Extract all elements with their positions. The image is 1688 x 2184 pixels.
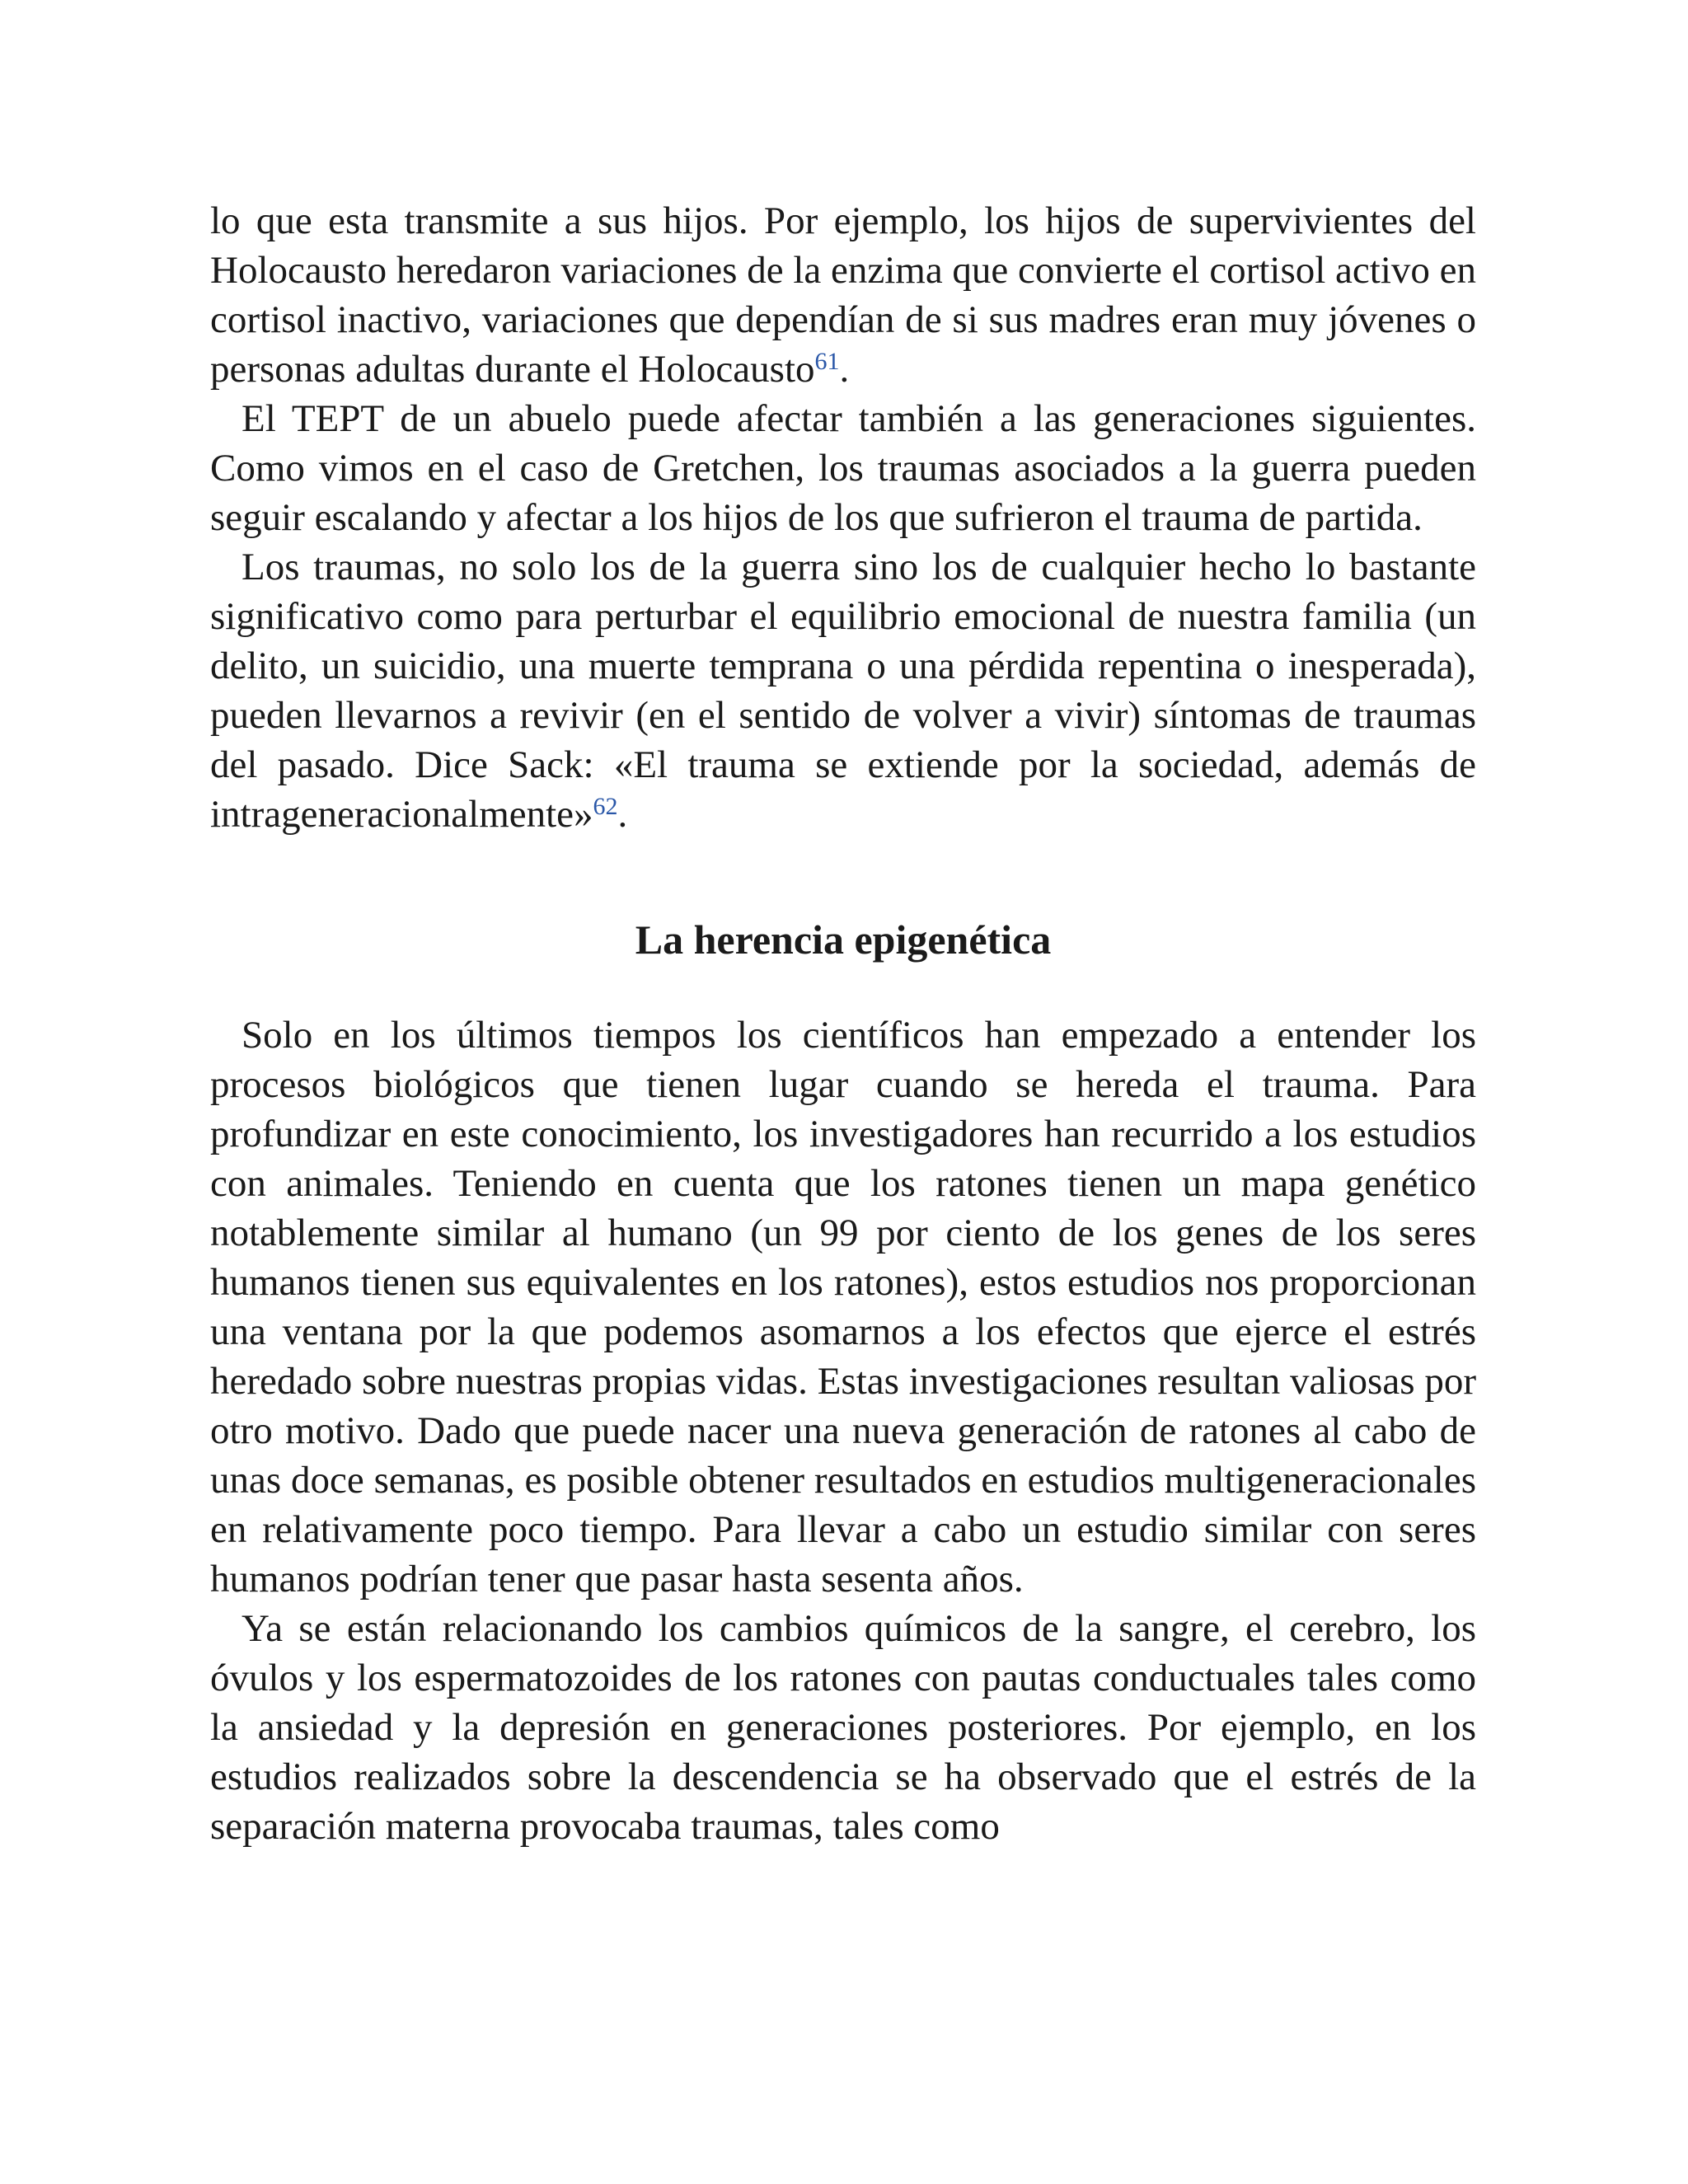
paragraph-text: El TEPT de un abuelo puede afectar también a las generaciones siguientes. Como vimos en el caso de Gretchen, los traumas asociados a la guerra pueden seguir escalando y afectar a los hijos de los que sufrieron el trauma de partida. [210,397,1476,539]
paragraph-text: Ya se están relacionando los cambios químicos de la sangre, el cerebro, los óvulos y los espermatozoides de los ratones con pautas conductuales tales como la ansiedad y la depresión en generaciones posteriores. Por ejemplo, en los estudios realizados sobre la descendencia se ha observado que el estrés de la separación materna provocaba traumas, tales como [210,1607,1476,1848]
paragraph-text: Solo en los últimos tiempos los científicos han empezado a entender los procesos biológicos que tienen lugar cuando se hereda el trauma. Para profundizar en este conocimiento, los investigadores han recurrido a los estudios con animales. Teniendo en cuenta que los ratones tienen un mapa genético notablemente similar al humano (un 99 por ciento de los genes de los seres humanos tienen sus equivalentes en los ratones), estos estudios nos proporcionan una ventana por la que podemos asomarnos a los efectos que ejerce el estrés heredado sobre nuestras propias vidas. Estas investigaciones resultan valiosas por otro motivo. Dado que puede nacer una nueva generación de ratones al cabo de unas doce semanas, es posible obtener resultados en estudios multigeneracionales en relativamente poco tiempo. Para llevar a cabo un estudio similar con seres humanos podrían tener que pasar hasta sesenta años. [210,1014,1476,1601]
section-heading: La herencia epigenética [635,916,1052,963]
paragraph-estudios-animales [210,1010,1476,1604]
paragraph-tail: . [617,793,628,836]
paragraph-traumas [210,542,1476,839]
paragraph-text: Los traumas, no solo los de la guerra sino los de cualquier hecho lo bastante significativo como para perturbar el equilibrio emocional de nuestra familia (un delito, un suicidio, una muerte temprana o una pérdida repentina o inesperada), pueden llevarnos a revivir (en el sentido de volver a vivir) síntomas de traumas del pasado. Dice Sack: «El trauma se extiende por la sociedad, además de intrageneracionalmente» [210,546,1476,836]
paragraph-text: lo que esta transmite a sus hijos. Por ejemplo, los hijos de supervivientes del Holocausto heredaron variaciones de la enzima que convierte el cortisol activo en cortisol inactivo, variaciones que dependían de si sus madres eran muy jóvenes o personas adultas durante el Holocausto [210,199,1476,391]
footnote-link-62[interactable]: 62 [593,793,618,820]
page-body [210,196,1476,1851]
paragraph-holocausto [210,196,1476,394]
footnote-link-61[interactable]: 61 [814,348,840,375]
paragraph-cambios-quimicos [210,1604,1476,1851]
paragraph-tept [210,394,1476,542]
paragraph-tail: . [839,348,850,391]
